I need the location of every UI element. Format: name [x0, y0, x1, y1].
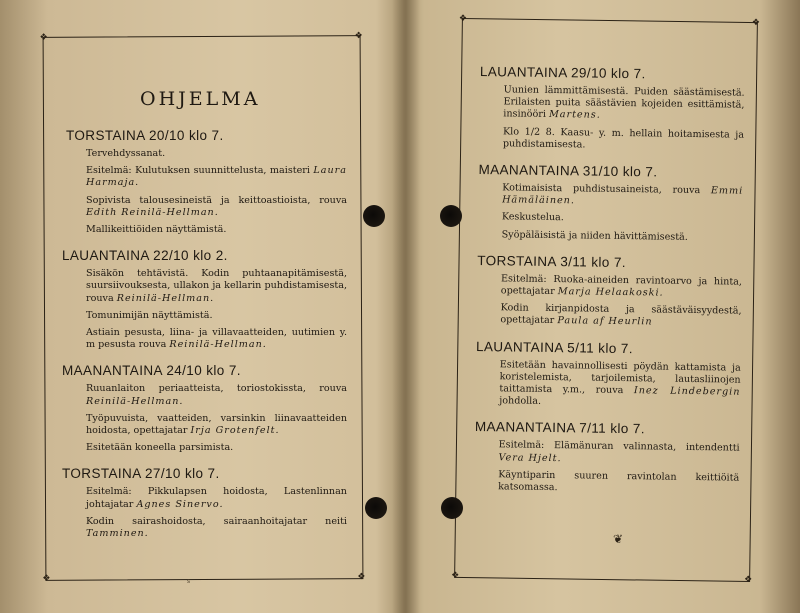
- program-day-block: [475, 339, 741, 412]
- day-heading: LAUANTAINA 29/10 klo 7.: [479, 64, 646, 82]
- day-heading: LAUANTAINA 22/10 klo 2.: [62, 248, 228, 264]
- binding-hole: [441, 497, 463, 519]
- left-program-list: [62, 128, 347, 540]
- speaker-name: Reinilä-Hellman.: [116, 292, 215, 304]
- speaker-name: Irja Grotenfelt.: [190, 425, 280, 437]
- end-ornament-icon: ❦: [613, 532, 624, 546]
- speaker-name: Marja Helaakoski.: [557, 286, 664, 299]
- item-text: Esitetään koneella parsimista.: [86, 442, 234, 454]
- program-item: [86, 383, 347, 407]
- program-day-block: [478, 162, 744, 245]
- item-text: Työpuvuista, vaatteiden, varsinkin liinavaatteiden hoidosta, opettajatar: [86, 412, 347, 437]
- program-item: [502, 212, 743, 228]
- program-item: [86, 516, 347, 540]
- item-text: Esitelmä: Pikkulapsen hoidosta, Lastenlinnan johtajatar: [86, 486, 347, 510]
- program-item: [503, 84, 744, 124]
- program-day-block: [479, 64, 745, 154]
- speaker-name: Edith Reinilä-Hellman.: [86, 206, 219, 218]
- item-text: Kodin kirjanpidosta ja säästäväisyydestä, opettajatar: [500, 302, 742, 327]
- item-text: Ruuanlaiton periaatteista, toriostokissta, rouva: [86, 383, 347, 395]
- item-text: Tervehdyssanat.: [86, 148, 166, 159]
- program-item: [86, 413, 347, 437]
- program-item: [502, 182, 743, 210]
- day-heading: MAANANTAINA 31/10 klo 7.: [478, 162, 658, 180]
- program-day-block: [62, 466, 347, 540]
- day-heading: TORSTAINA 20/10 klo 7.: [66, 128, 224, 143]
- program-item: [86, 224, 347, 236]
- program-day-block: [476, 253, 742, 331]
- right-program-list: [474, 64, 745, 497]
- speaker-name: Agnes Sinervo.: [136, 498, 224, 510]
- corner-ornament-icon: [752, 19, 761, 28]
- corner-ornament-icon: [355, 32, 364, 41]
- program-item: [86, 310, 347, 322]
- binding-hole: [365, 497, 387, 519]
- corner-ornament-icon: [357, 573, 366, 582]
- program-item: [502, 229, 743, 245]
- day-heading: TORSTAINA 3/11 klo 7.: [477, 252, 627, 270]
- item-suffix: johdolla.: [499, 395, 542, 408]
- item-text: Syöpäläisistä ja niiden hävittämisestä.: [501, 228, 688, 243]
- speaker-name: Emmi Hämäläinen.: [502, 185, 744, 207]
- program-item: [498, 469, 739, 497]
- item-text: Uunien lämmittämisestä. Puiden säästämisestä. Erilaisten puita säästävien kojeiden esittämistä, insinööri: [503, 84, 745, 121]
- speaker-name: Inez Lindebergin: [633, 385, 741, 398]
- program-item: [86, 486, 347, 510]
- item-text: Sopivista talousesineistä ja keittoastioista, rouva: [86, 194, 347, 206]
- day-heading: MAANANTAINA 7/11 klo 7.: [474, 419, 646, 437]
- left-page-content: [62, 88, 347, 552]
- program-day-block: [62, 128, 347, 236]
- day-heading: MAANANTAINA 24/10 klo 7.: [62, 363, 241, 379]
- item-text: Kotimaisista puhdistusaineista, rouva: [502, 182, 701, 197]
- speaker-name: Reinilä-Hellman.: [169, 339, 267, 351]
- program-item: [499, 359, 741, 411]
- corner-ornament-icon: [40, 34, 49, 43]
- binding-hole: [363, 205, 385, 227]
- program-item: [498, 440, 739, 468]
- program-item: [500, 303, 741, 331]
- item-text: Esitelmä: Ruoka-aineiden ravintoarvo ja hinta, opettajatar: [500, 273, 743, 298]
- page-title: OHJELMA: [140, 88, 261, 110]
- item-text: Kodin sairashoidosta, sairaanhoitajatar neiti: [86, 515, 347, 527]
- item-text: Esitelmä: Kulutuksen suunnittelusta, maisteri: [86, 165, 310, 177]
- program-item: [86, 442, 347, 454]
- book-gutter: [392, 0, 420, 613]
- program-item: [86, 165, 347, 189]
- page-number: s: [187, 578, 191, 585]
- item-text: Klo 1/2 8. Kaasu- y. m. hellain hoitamisesta ja puhdistamisesta.: [502, 125, 745, 151]
- binding-hole: [440, 205, 462, 227]
- program-item: [86, 327, 347, 351]
- program-item: [86, 268, 347, 305]
- speaker-name: Paula af Heurlin: [557, 315, 653, 328]
- item-text: Sisäkön tehtävistä. Kodin puhtaanapitämisestä, suursiivouksesta, ullakon ja kellarin puhdistamisesta, rouva: [86, 268, 347, 304]
- program-item: [86, 195, 347, 219]
- item-text: Astiain pesusta, liina- ja villavaatteiden, uutimien y. m pesusta rouva: [86, 327, 347, 351]
- speaker-name: Reinilä-Hellman.: [86, 395, 184, 407]
- item-text: Tomunimijän näyttämistä.: [86, 309, 213, 321]
- program-item: [503, 126, 744, 154]
- speaker-name: Vera Hjelt.: [498, 451, 562, 464]
- program-day-block: [62, 248, 347, 351]
- program-day-block: [62, 363, 347, 454]
- speaker-name: Tamminen.: [86, 528, 149, 540]
- program-item: [86, 148, 347, 160]
- corner-ornament-icon: [451, 572, 460, 581]
- program-day-block: [474, 419, 740, 497]
- item-text: Mallikeittiöiden näyttämistä.: [86, 224, 227, 236]
- item-text: Käyntiparin suuren ravintolan keittiöitä katsomassa.: [498, 469, 740, 494]
- speaker-name: Martens.: [548, 109, 601, 122]
- program-item: [501, 273, 742, 301]
- corner-ornament-icon: [459, 15, 468, 24]
- item-text: Esitetään havainnollisesti pöydän kattamista ja koristelemista, tarjoilemista, lautasliinojen taittamista y.m., rouva: [499, 358, 741, 397]
- speaker-name: Laura Harmaja.: [86, 165, 347, 189]
- item-text: Esitelmä: Elämänuran valinnasta, intendentti: [498, 439, 740, 455]
- corner-ornament-icon: [42, 575, 51, 584]
- day-heading: TORSTAINA 27/10 klo 7.: [62, 466, 220, 482]
- right-page-content: [474, 64, 745, 509]
- corner-ornament-icon: [744, 576, 753, 585]
- day-heading: LAUANTAINA 5/11 klo 7.: [475, 338, 634, 356]
- item-text: Keskustelua.: [501, 211, 564, 224]
